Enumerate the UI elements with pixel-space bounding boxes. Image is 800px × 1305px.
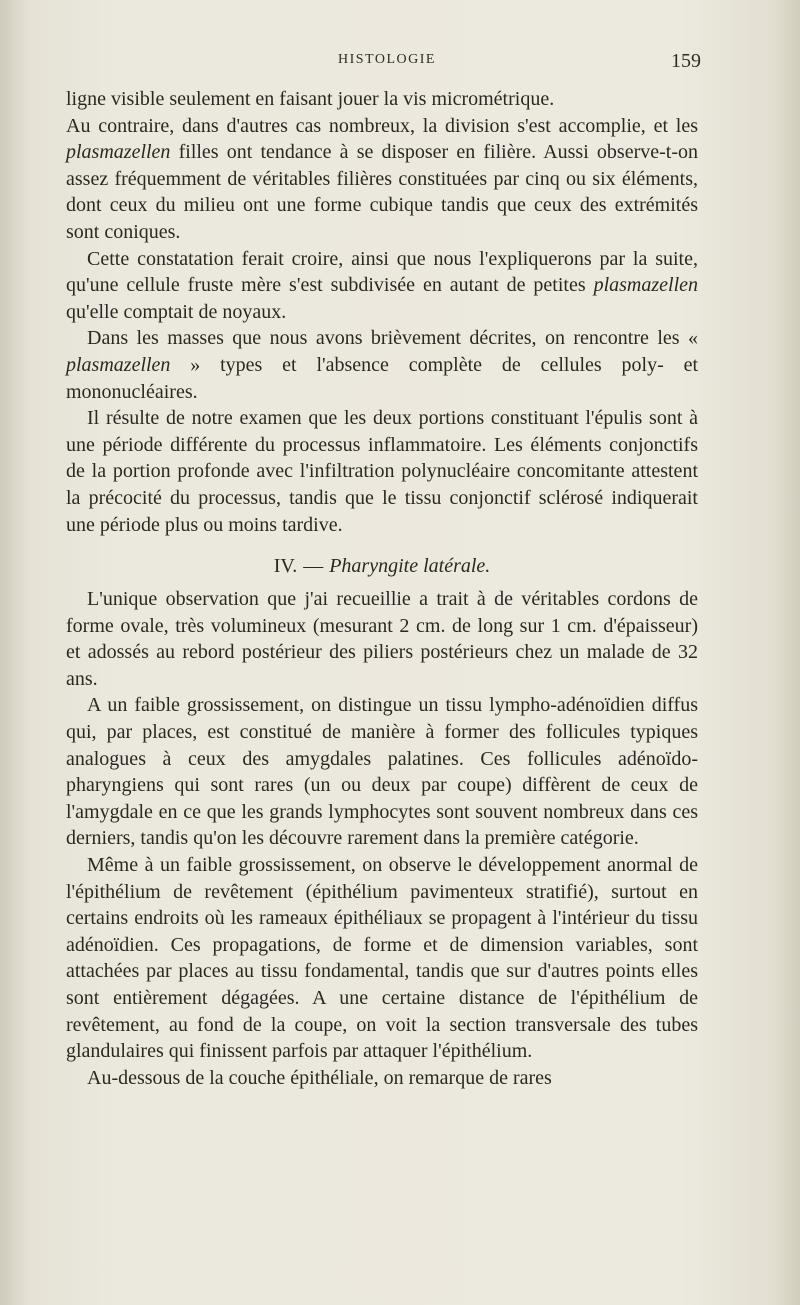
- italic-term: plasmazellen: [66, 353, 171, 376]
- paragraph: Au-dessous de la couche épithéliale, on remarque de rares: [87, 1066, 552, 1089]
- section-title: Pharyngite latérale.: [329, 555, 491, 578]
- running-head: [0, 50, 800, 74]
- paragraph: L'unique observation que j'ai recueillie a trait à de véritables cordons de forme ovale, très volumineux (mesurant 2 cm. de long sur 1 cm. d'épaisseur) et adossés au rebord postérieur des piliers postérieurs chez un malade de 32 ans.: [66, 588, 698, 690]
- paragraph: Cette constatation ferait croire, ainsi que nous l'expliquerons par la suite, qu'une cellule fruste mère s'est subdivisée en autant de petites plasmazellen qu'elle comptait de noyaux.: [66, 247, 698, 323]
- paragraph: Au contraire, dans d'autres cas nombreux, la division s'est accomplie, et les plasmazellen filles ont tendance à se disposer en filière. Aussi observe-t-on assez fréquemment de véritables filières constituées par cinq ou six éléments, dont ceux du milieu ont une forme cubique tandis que ceux des extrémités sont coniques.: [66, 114, 698, 243]
- italic-term: plasmazellen: [66, 141, 171, 164]
- italic-term: plasmazellen: [593, 274, 698, 297]
- section-dash: —: [303, 555, 324, 578]
- paragraph-continuation: ligne visible seulement en faisant jouer la vis micrométrique.: [66, 88, 555, 110]
- paragraph: Même à un faible grossissement, on observe le développement anormal de l'épithélium de revêtement (épithélium pavimenteux stratifié), surtout en certains endroits où les rameaux épithéliaux se propagent à l'intérieur du tissu adénoïdien. Ces propagations, de forme et de dimension variables, sont attachées par places au tissu fondamental, tandis que sur d'autres points elles sont entièrement dégagées. A une certaine distance de l'épithélium de revêtement, au fond de la coupe, on voit la section transversale des tubes glandulaires qui finissent parfois par attaquer l'épithélium.: [66, 854, 698, 1063]
- paragraph: A un faible grossissement, on distingue un tissu lympho-adénoïdien diffus qui, par places, est constitué de manière à former des follicules typiques analogues à ceux des amygdales palatines. Ces follicules adénoïdo-pharyngiens qui sont rares (un ou deux par coupe) diffèrent de ceux de l'amygdale en ce que les grands lymphocytes sont souvent nombreux dans ces derniers, tandis qu'on les découvre rarement dans la première catégorie.: [66, 694, 698, 850]
- running-title: HISTOLOGIE: [338, 52, 436, 67]
- page-number: 159: [671, 50, 701, 72]
- paragraph: Il résulte de notre examen que les deux portions constituant l'épulis sont à une période différente du processus inflammatoire. Les éléments conjonctifs de la portion profonde avec l'infiltration polynucléaire concomitante attestent la précocité du processus, tandis que le tissu conjonctif sclérosé indiquerait une période plus ou moins tardive.: [66, 407, 698, 536]
- paragraph: Dans les masses que nous avons brièvement décrites, on rencontre les « plasmazellen » types et l'absence complète de cellules poly- et mononucléaires.: [66, 327, 698, 403]
- section-heading: [66, 553, 698, 579]
- section-number: IV.: [273, 555, 298, 578]
- body-text: [66, 86, 698, 1091]
